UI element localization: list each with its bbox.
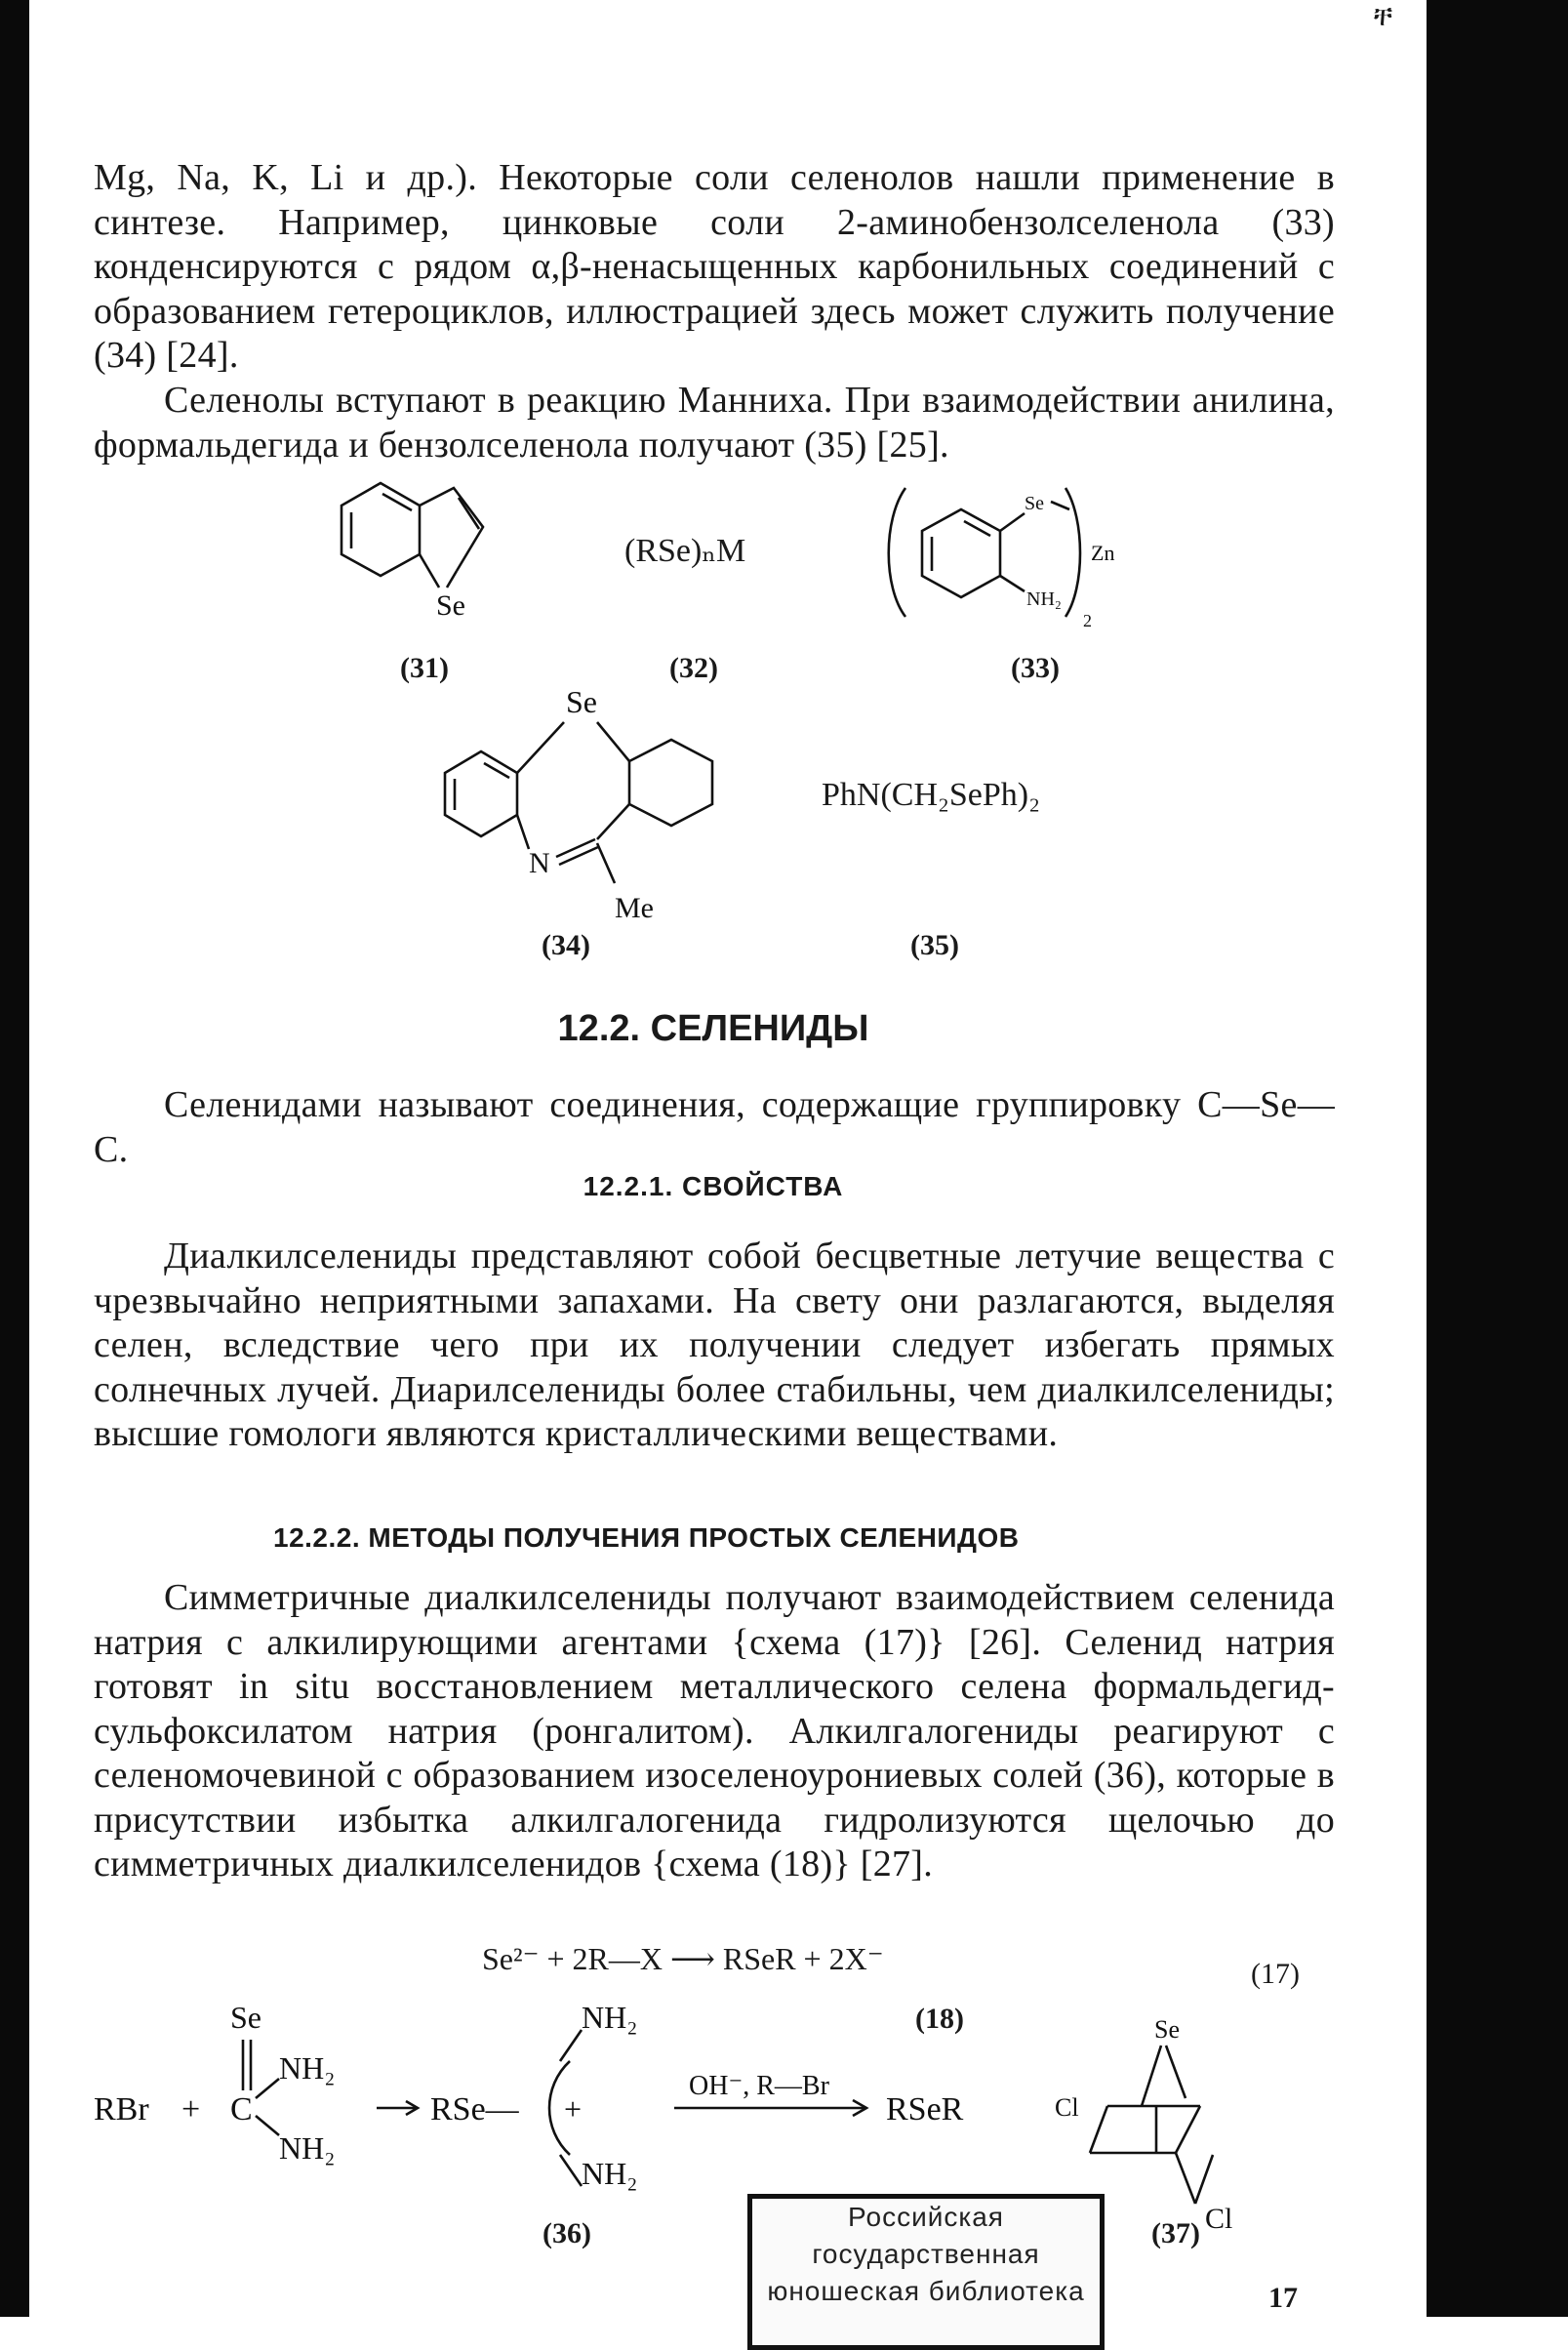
label-32: (32) [669, 652, 718, 684]
paragraph-mannich: Селенолы вступают в реакцию Манниха. При взаимодействии анилина, формальдегида и бензолселенола получают (35) [25]. [94, 380, 1335, 466]
atom-se-37: Se [1154, 2015, 1180, 2044]
label-37: (37) [1151, 2217, 1200, 2249]
corner-mark: ቸ [1374, 2, 1393, 32]
stamp-line-2: государственная [812, 2239, 1040, 2269]
scheme-18 [94, 2000, 1069, 2191]
cation-plus: + [564, 2091, 583, 2127]
label-31: (31) [400, 652, 449, 684]
library-stamp [747, 2194, 1105, 2350]
chlorine-1-37: Cl [1055, 2093, 1079, 2122]
atom-se-33: Se [1025, 493, 1044, 514]
scheme-17-equation: Se²⁻ + 2R—X ⟶ RSeR + 2X⁻ [482, 1941, 884, 1976]
stamp-line-3: юношеская библиотека [767, 2276, 1085, 2306]
nh2-top-salt: NH₂ [582, 2000, 638, 2035]
atom-se-34: Se [566, 684, 597, 719]
label-35: (35) [910, 929, 959, 961]
metal-zn-33: Zn [1091, 541, 1115, 565]
product-rser: RSeR [886, 2091, 964, 2127]
formula-32: (RSe)ₙM [624, 533, 746, 569]
count-33: 2 [1083, 611, 1092, 630]
atom-se-31: Se [436, 589, 465, 622]
scheme-17-number: (17) [1251, 1958, 1300, 1990]
structure-31 [322, 478, 537, 654]
label-34: (34) [542, 929, 590, 961]
scan-edge-left [0, 0, 29, 2317]
scan-edge-right [1427, 0, 1568, 2317]
section-heading: 12.2. СЕЛЕНИДЫ [557, 1008, 869, 1049]
paragraph-definition: Селенидами называют соединения, содержащие группировку C—Se—C. [94, 1084, 1335, 1170]
reaction-conditions: OH⁻, R—Br [689, 2071, 829, 2101]
paragraph-methods: Симметричные диалкилселениды получают взаимодействием селенида натрия с алкилирующими агентами {схема (17)} [26]. Селенид натрия готовят in situ восстановлением металлического селена формальдегид-сульфоксилатом натрия (ронгалитом). Алкилгалогениды реагируют с селеномочевиной с образованием изоселеноурониевых солей (36), которые в присутствии избытка алкилгалогенида гидролизуются щелочью до симметричных диалкилселенидов {схема (18)} [27]. [94, 1577, 1335, 1884]
scheme-18-number: (18) [915, 2003, 964, 2035]
atom-se-urea: Se [230, 2000, 261, 2035]
reagent-rbr: RBr [94, 2091, 149, 2127]
label-36: (36) [543, 2217, 591, 2249]
atom-n-34: N [529, 847, 550, 879]
group-me-34: Me [615, 892, 654, 924]
paragraph-properties: Диалкилселениды представляют собой бесцветные летучие вещества с чрезвычайно неприятными запахами. На свету они разлагаются, выделяя селен, вследствие чего при их получении следует избегать прямых солнечных лучей. Диарилселениды более стабильны, чем диалкилселениды; высшие гомологи являются кристаллическими веществами. [94, 1236, 1335, 1454]
atom-c-urea: C [230, 2091, 253, 2127]
subsection-heading-methods: 12.2.2. МЕТОДЫ ПОЛУЧЕНИЯ ПРОСТЫХ СЕЛЕНИДОВ [273, 1522, 1020, 1553]
structure-34 [420, 683, 771, 927]
subsection-heading-properties: 12.2.1. СВОЙСТВА [583, 1171, 844, 1201]
plus-sign: + [181, 2091, 201, 2127]
page-number: 17 [1268, 2282, 1298, 2314]
fragment-rse: RSe— [430, 2091, 519, 2127]
structure-33 [878, 480, 1132, 636]
group-nh2-33: NH₂ [1026, 588, 1062, 610]
chlorine-2-37: Cl [1205, 2203, 1233, 2235]
paragraph-selenol-salts: Mg, Na, K, Li и др.). Некоторые соли селенолов нашли применение в синтезе. Например, цинковые соли 2-аминобензолселенола (33) конденсируются с рядом α,β-ненасыщенных карбонильных соединений с образованием гетероциклов, иллюстрацией здесь может служить получение (34) [24]. [94, 157, 1335, 376]
formula-35: PhN(CH₂SePh)₂ [822, 777, 1040, 813]
nh2-bottom-urea: NH₂ [279, 2130, 336, 2166]
nh2-top-urea: NH₂ [279, 2050, 336, 2086]
nh2-bottom-salt: NH₂ [582, 2156, 638, 2191]
label-33: (33) [1011, 652, 1060, 684]
stamp-line-1: Российская [848, 2202, 1004, 2232]
